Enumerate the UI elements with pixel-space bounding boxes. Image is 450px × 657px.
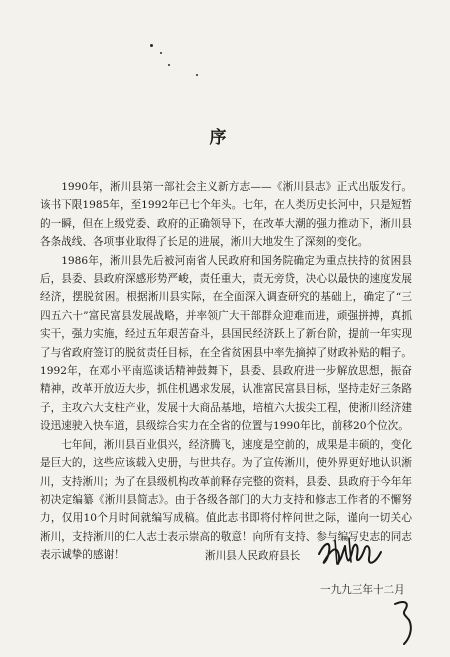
scan-speck (150, 44, 153, 47)
preface-body (40, 178, 412, 565)
date-line: 一九九三年十二月 (320, 584, 405, 596)
signature-block (205, 544, 435, 574)
paragraph-2: 1986年，淅川县先后被河南省人民政府和国务院确定为重点扶持的贫困县后，县委、县政府深感形势严峻，责任重大，责无旁贷，决心以最快的速度发展经济，摆脱贫困。根据淅川县实际，在全面深入调查研究的基础上，确定了“三四五六十”富民富县发展战略，并率领广大干部群众迎难而进，顽强拼搏，真抓实干，强力实施，经过五年艰苦奋斗，县国民经济跃上了新台阶，提前一年实现了与省政府签订的脱贫责任目标，在全省贫困县中率先摘掉了财政补贴的帽子。1992年，在邓小平南巡谈话精神鼓舞下，县委、县政府进一步解放思想，振奋精神，改革开放迈大步，抓住机遇求发展，认准富民富县目标，坚持走好三条路子，主攻六大支柱产业，发展十大商品基地，培植六大拔尖工程，使淅川经济建设迅速驶入快车道，县级综合实力在全省的位置与1990年比，前移20个位次。 (40, 254, 412, 433)
signer-title: 淅川县人民政府县长 (205, 550, 301, 562)
scan-speck (168, 64, 170, 66)
scan-speck (160, 52, 162, 54)
page-title: 序 (209, 128, 241, 148)
handwritten-mark (392, 598, 418, 648)
handwritten-signature (315, 534, 385, 574)
scan-speck (196, 74, 198, 76)
paragraph-3: 七年间，淅川县百业俱兴，经济腾飞，速度是空前的，成果是丰硕的，变化是巨大的，这些应该载入史册，与世共存。为了宣传淅川，使外界更好地认识淅川，支持淅川；为了在县级机构改革前释存完整的资料，县委、县政府于今年年初决定编纂《淅川县简志》。由于各级各部门的大力支持和修志工作者的不懈努力，仅用10个月时间就编写成稿。值此志书即将付梓问世之际，谨向一切关心淅川，支持淅川的仁人志士表示崇高的敬意！向所有支持、参与编写史志的同志表示诚挚的感谢！ (40, 438, 412, 562)
paragraph-1: 1990年，淅川县第一部社会主义新方志——《淅川县志》正式出版发行。该书下限1985年，至1992年已七个年头。七年，在人类历史长河中，只是短暂的一瞬，但在上级党委、政府的正确领导下，在改革大潮的强力推动下，淅川县各条战线、各项事业取得了长足的进展，淅川大地发生了深刻的变化。 (40, 181, 412, 249)
